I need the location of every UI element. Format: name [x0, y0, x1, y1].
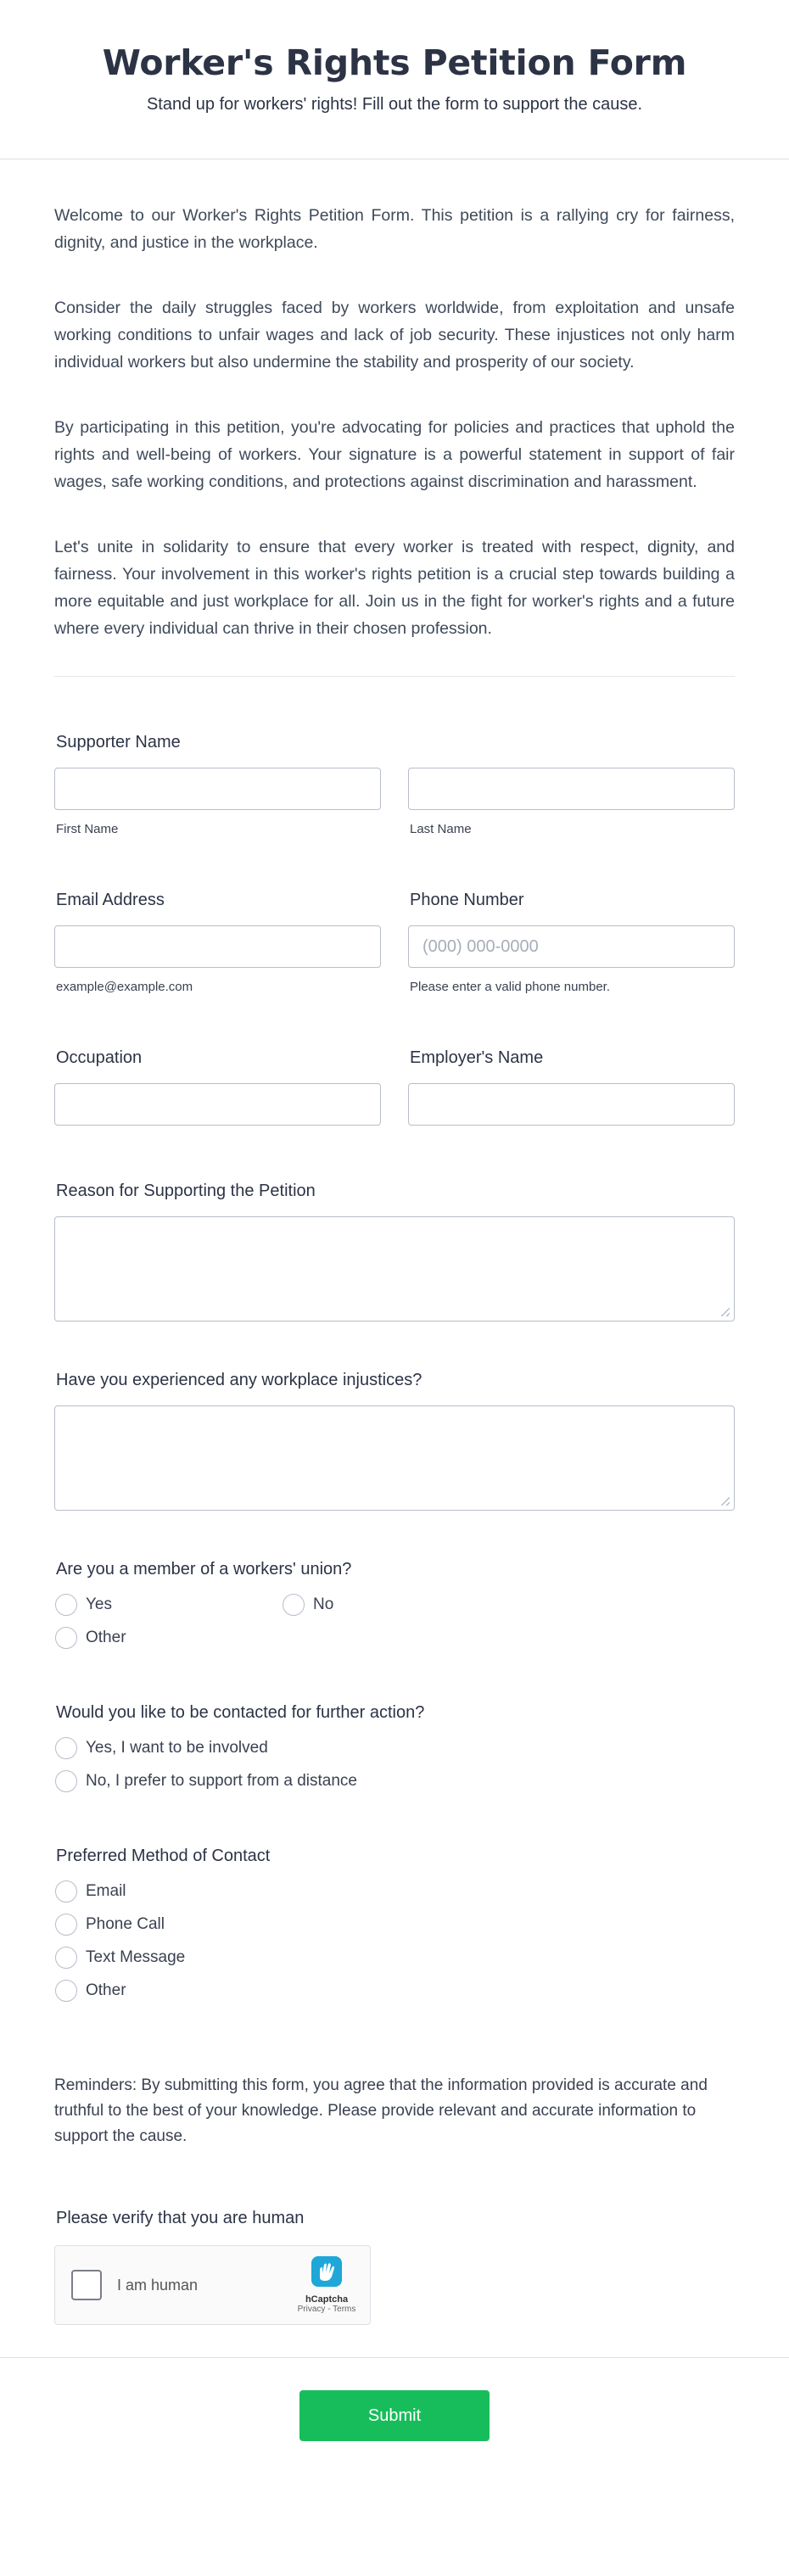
union-option-label: Other: [86, 1628, 126, 1646]
last-name-input[interactable]: [408, 768, 735, 810]
form-subtitle: Stand up for workers' rights! Fill out the form to support the cause.: [146, 95, 643, 114]
first-name-input[interactable]: [54, 768, 381, 810]
union-label: Are you a member of a workers' union?: [56, 1560, 352, 1579]
union-option-label: No: [313, 1595, 334, 1613]
intro-paragraph: Consider the daily struggles faced by workers worldwide, from exploitation and unsafe working conditions to unfair wages and lack of job security. These injustices not only harm individual workers but also undermine the stability and prosperity of our society.: [54, 299, 735, 372]
contact-method-label: Preferred Method of Contact: [56, 1847, 271, 1865]
injustices-textarea[interactable]: [54, 1405, 735, 1511]
union-option-label: Yes: [86, 1595, 112, 1613]
occupation-input[interactable]: [54, 1083, 381, 1126]
contact-option-label: Yes, I want to be involved: [86, 1738, 268, 1757]
contact-further-label: Would you like to be contacted for further action?: [56, 1703, 425, 1722]
captcha-checkbox[interactable]: [71, 2270, 102, 2300]
radio-button[interactable]: [55, 1627, 77, 1649]
phone-label: Phone Number: [410, 891, 524, 909]
method-option-label: Email: [86, 1881, 126, 1900]
first-name-sublabel: First Name: [56, 822, 119, 836]
supporter-name-field: [54, 733, 735, 836]
form-header: [0, 0, 789, 159]
resize-handle-icon[interactable]: [721, 1308, 730, 1316]
email-sublabel: example@example.com: [56, 980, 193, 994]
email-input[interactable]: [54, 925, 381, 968]
hcaptcha-icon: [310, 2255, 344, 2288]
method-option-email[interactable]: [54, 1875, 735, 1908]
email-label: Email Address: [56, 891, 165, 909]
phone-input[interactable]: (000) 000-0000: [408, 925, 735, 968]
section-divider: [54, 676, 735, 677]
radio-button[interactable]: [55, 1914, 77, 1936]
radio-button[interactable]: [55, 1980, 77, 2002]
reminder-text: Reminders: By submitting this form, you agree that the information provided is accurate and truthful to the best of your knowledge. Please provide relevant and accurate information to support the cause.: [54, 2076, 708, 2145]
occupation-field: [54, 1048, 381, 1126]
contact-option-label: No, I prefer to support from a distance: [86, 1771, 357, 1790]
captcha-brand: hCaptcha: [305, 2294, 349, 2305]
employer-field: [408, 1048, 735, 1126]
intro-paragraph: Let's unite in solidarity to ensure that every worker is treated with respect, dignity, and fairness. Your involvement in this worker's rights petition is a crucial step towards building a more equitable and just workplace for all. Join us in the fight for worker's rights and a future where every individual can thrive in their chosen profession.: [54, 538, 735, 638]
submit-button[interactable]: Submit: [299, 2390, 490, 2441]
method-option-phone[interactable]: [54, 1908, 735, 1941]
captcha-text: I am human: [117, 2276, 199, 2294]
occupation-label: Occupation: [56, 1048, 143, 1067]
form-content: [0, 159, 789, 2325]
injustices-label: Have you experienced any workplace injustices?: [56, 1371, 422, 1389]
phone-field: [408, 891, 735, 994]
contact-further-field: [54, 1703, 735, 1797]
captcha-field: [54, 2209, 735, 2325]
contact-method-field: [54, 1847, 735, 2007]
captcha-logo: [295, 2255, 358, 2314]
method-option-label: Text Message: [86, 1947, 186, 1966]
radio-button[interactable]: [55, 1770, 77, 1792]
intro-paragraph: By participating in this petition, you're advocating for policies and practices that uphold the rights and well-being of workers. Your signature is a powerful statement in support of fair wages, safe working conditions, and protections against discrimination and harassment.: [54, 418, 735, 491]
contact-option-no[interactable]: [54, 1764, 735, 1797]
method-option-label: Phone Call: [86, 1914, 165, 1933]
radio-button[interactable]: [283, 1594, 305, 1616]
union-option-no[interactable]: [282, 1588, 333, 1621]
union-option-other[interactable]: [54, 1621, 735, 1654]
employer-input[interactable]: [408, 1083, 735, 1126]
radio-button[interactable]: [55, 1880, 77, 1903]
supporter-name-label: Supporter Name: [56, 733, 181, 752]
reason-label: Reason for Supporting the Petition: [56, 1182, 316, 1200]
method-option-other[interactable]: [54, 1974, 735, 2007]
last-name-sublabel: Last Name: [410, 822, 472, 836]
union-option-yes[interactable]: [54, 1588, 282, 1621]
radio-button[interactable]: [55, 1594, 77, 1616]
form-title: Worker's Rights Petition Form: [102, 42, 687, 83]
email-field: [54, 891, 381, 994]
radio-button[interactable]: [55, 1947, 77, 1969]
captcha-widget: [54, 2245, 371, 2325]
resize-handle-icon[interactable]: [721, 1497, 730, 1506]
reason-field: [54, 1182, 735, 1322]
intro-paragraph: Welcome to our Worker's Rights Petition Form. This petition is a rallying cry for fairness, dignity, and justice in the workplace.: [54, 206, 735, 252]
method-option-text[interactable]: [54, 1941, 735, 1974]
phone-sublabel: Please enter a valid phone number.: [410, 980, 610, 994]
radio-button[interactable]: [55, 1737, 77, 1759]
captcha-label: Please verify that you are human: [56, 2209, 305, 2227]
employer-label: Employer's Name: [410, 1048, 544, 1067]
union-field: [54, 1560, 735, 1654]
injustices-field: [54, 1371, 735, 1511]
captcha-links[interactable]: Privacy - Terms: [297, 2305, 356, 2314]
method-option-label: Other: [86, 1981, 126, 1999]
intro-text: [54, 159, 735, 642]
reason-textarea[interactable]: [54, 1216, 735, 1322]
contact-option-yes[interactable]: [54, 1731, 735, 1764]
form-footer: [0, 2357, 789, 2481]
